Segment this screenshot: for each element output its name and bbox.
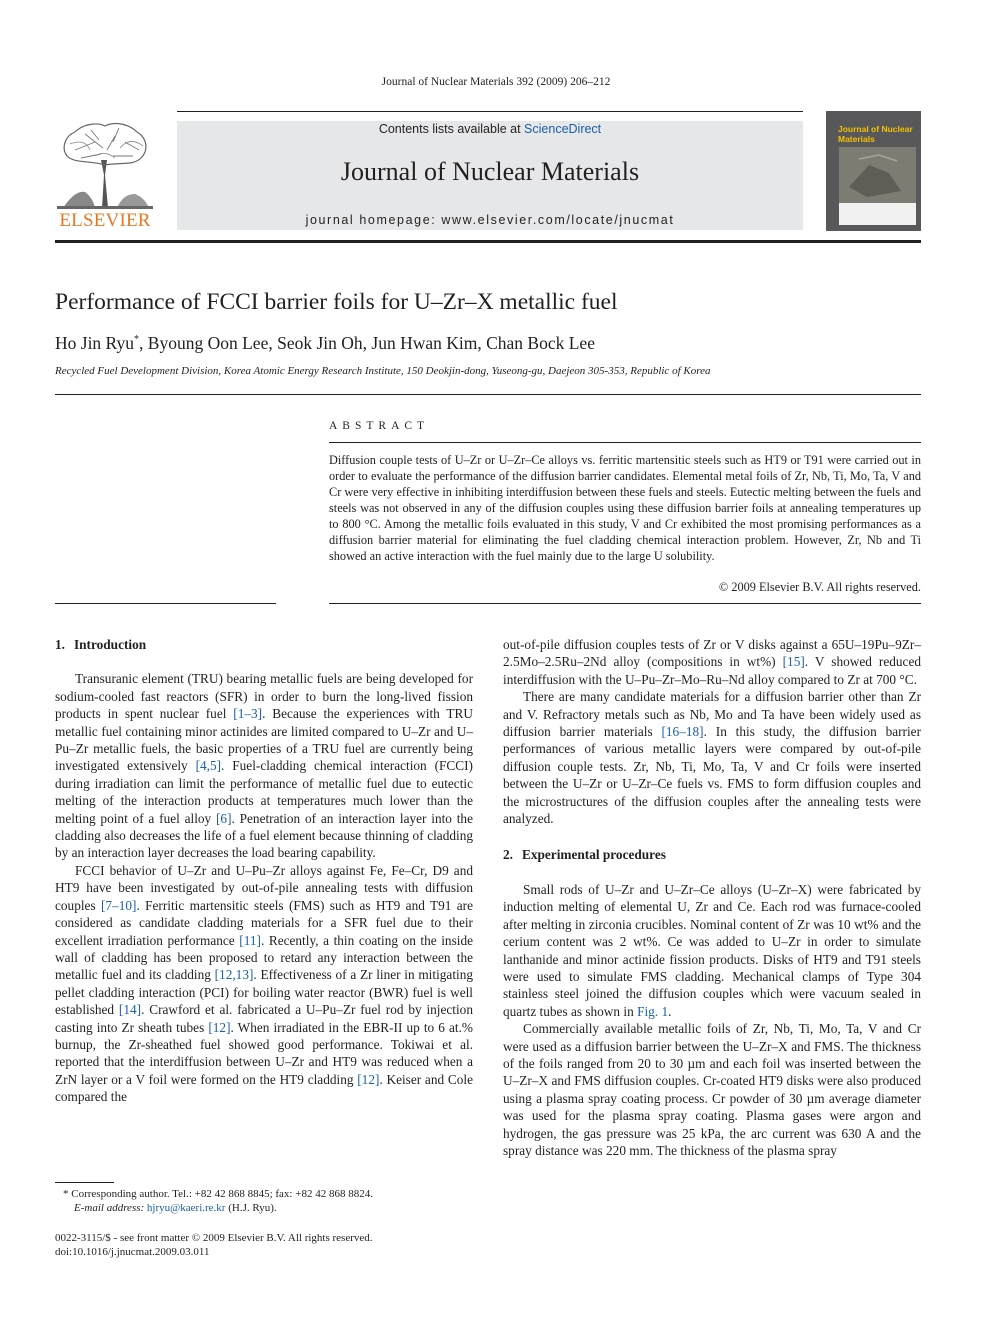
cover-micrograph-icon [839, 147, 916, 203]
abstract-heading: ABSTRACT [329, 420, 430, 432]
title-block-rule [55, 394, 921, 395]
abstract-right-rule [329, 603, 921, 604]
author-list [55, 333, 595, 354]
abstract-heading-rule [329, 442, 921, 443]
elsevier-logo [55, 120, 155, 232]
cover-title: Journal of Nuclear Materials [838, 124, 913, 144]
email-footnote [74, 1201, 494, 1215]
front-matter-line: 0022-3115/$ - see front matter © 2009 Elsevier B.V. All rights reserved. [55, 1232, 373, 1244]
abstract-text: Diffusion couple tests of U–Zr or U–Zr–Ce alloys vs. ferritic martensitic steels such as HT9 or T91 were carried out in order to evaluate the performance of the diffusion barrier candidates. Elemental metal foils of Zr, Nb, Ti, Mo, Ta, V and Cr were very effective in inhibiting interdiffusion between these fuels and steels. Eutectic melting between the fuels and steels was not observed in any of the diffusion couples using these diffusion barrier foils at annealing temperatures up to 800 °C. Among the metallic foils evaluated in this study, V and Cr exhibited the most promising performances as a diffusion barrier material for eliminating the fuel cladding chemical interaction problem. However, Zr, Nb and Ti showed an active interaction with the fuel mainly due to the large U solubility. [329, 453, 921, 563]
journal-header-band [177, 121, 803, 230]
author-first: Ho Jin Ryu [55, 333, 135, 353]
journal-homepage[interactable]: journal homepage: www.elsevier.com/locate/jnucmat [305, 213, 675, 227]
figure-link[interactable]: Fig. 1 [637, 1003, 669, 1019]
elsevier-wordmark: ELSEVIER [59, 210, 151, 231]
paragraph: out-of-pile diffusion couples tests of Zr or V disks against a 65U–19Pu–9Zr–2.5Mo–2.5Ru–2Nd alloy (compositions in wt%) [15]. V showed reduced interdiffusion with the U–Pu–Zr–Mo–Ru–Nd alloy compared to Zr at 700 °C. [503, 637, 921, 687]
reference-link[interactable]: [12,13] [214, 967, 254, 983]
contents-prefix: Contents lists available at [378, 122, 525, 136]
reference-link[interactable]: [6] [216, 810, 232, 826]
header-bottom-rule [55, 240, 921, 243]
author-rest: , Byoung Oon Lee, Seok Jin Oh, Jun Hwan Kim, Chan Bock Lee [139, 333, 595, 353]
paragraph: Transuranic element (TRU) bearing metallic fuels are being developed for sodium-cooled fast reactors (SFR) in order to burn the long-lived fission products in spent nuclear fuel [1–3]. Because the experiences with TRU metallic fuel containing minor actinides are limited compared to U–Zr and U–Pu–Zr metallic fuels, the basic properties of a TRU fuel are currently being investigated extensively [4,5]. Fuel-cladding chemical interaction (FCCI) during irradiation can limit the performance of metallic fuel due to eutectic melting of the interaction products at temperatures much lower than the melting point of a fuel alloy [6]. Penetration of an interaction layer into the cladding also decreases the life of a fuel element because thinning of cladding by an interaction layer decreases the load bearing capability. [55, 671, 474, 861]
right-column [503, 636, 921, 1159]
corresponding-author-mark[interactable]: * [134, 334, 140, 346]
reference-link[interactable]: [4,5] [195, 758, 222, 774]
left-column [55, 636, 473, 1106]
header-top-rule [177, 111, 803, 112]
corresponding-author-footnote [63, 1187, 483, 1201]
paragraph: Commercially available metallic foils of Zr, Nb, Ti, Mo, Ta, V and Cr were used as a diffusion barrier between the U–Zr–X and FMS. The thickness of the foils ranged from 20 to 30 µm and each foil was inserted between the U–Zr–X and FMS diffusion couples. Cr-coated HT9 disks were also produced using a plasma spray coating process. Cr powder of 30 µm average diameter was used for the plasma spray coating. Plasma gases were argon and hydrogen, the gas pressure was 25 kPa, the arc current was 630 A and the spray distance was 220 mm. The thickness of the plasma spray [503, 1021, 921, 1158]
section-number: 1. [55, 637, 65, 652]
email-link[interactable]: hjryu@kaeri.re.kr [146, 1202, 226, 1214]
section-heading-experimental [503, 846, 921, 863]
journal-cover-thumbnail [826, 111, 921, 231]
reference-link[interactable]: [15] [782, 654, 805, 670]
email-label: E-mail address: [74, 1202, 145, 1214]
abstract-left-rule [55, 603, 276, 604]
reference-link[interactable]: [14] [118, 1002, 142, 1018]
reference-link[interactable]: [12] [357, 1071, 380, 1087]
journal-citation: Journal of Nuclear Materials 392 (2009) 206–212 [381, 76, 611, 88]
reference-link[interactable]: [12] [208, 1019, 231, 1035]
reference-link[interactable]: [7–10] [100, 897, 137, 913]
reference-link[interactable]: [11] [239, 932, 261, 948]
section-number: 2. [503, 847, 513, 863]
contents-line [177, 122, 803, 136]
footnote-mark: * [63, 1188, 69, 1200]
corresponding-author-text: Corresponding author. Tel.: +82 42 868 8845; fax: +82 42 868 8824. [71, 1188, 373, 1200]
cover-footer [839, 203, 916, 225]
cover-image [839, 147, 916, 203]
paragraph: Small rods of U–Zr and U–Zr–Ce alloys (U–Zr–X) were fabricated by induction melting of elemental U, Zr and Ce. Each rod was furnace-cooled after melting in zirconia crucibles. Nominal content of Zr was 10 wt% and the cerium content was 2 wt%. Ce was added to U–Zr in order to simulate lanthanide and minor actinide fission products. Disks of HT9 and T91 steels were used to simulate FMS cladding. Mechanical clamps of Type 304 stainless steel joined the diffusion couples which were vacuum sealed in quartz tubes as shown in Fig. 1. [503, 881, 921, 1019]
email-owner: (H.J. Ryu). [228, 1202, 277, 1214]
section-heading-introduction [55, 636, 473, 653]
paragraph: FCCI behavior of U–Zr and U–Pu–Zr alloys against Fe, Fe–Cr, D9 and HT9 have been investigated by out-of-pile annealing tests with diffusion couples [7–10]. Ferritic martensitic steels (FMS) such as HT9 and T91 are considered as candidate cladding materials for a SFR fuel due to their excellent irradiation performance [11]. Recently, a thin coating on the inside wall of cladding has been proposed to retard any interaction between the metallic fuel and its cladding [12,13]. Effectiveness of a Zr liner in mitigating pellet cladding interaction (PCI) for boiling water reactor (BWR) fuel is well established [14]. Crawford et al. fabricated a U–Pu–Zr fuel rod by injection casting into Zr sheath tubes [12]. When irradiated in the EBR-II up to 6 at.% burnup, the Zr-sheathed fuel showed good performance. Tokiwai et al. reported that the interdiffusion between U–Zr and HT9 was reduced when a ZrN layer or a V foil were formed on the HT9 cladding [12]. Keiser and Cole compared the [55, 862, 474, 1105]
sciencedirect-link[interactable]: ScienceDirect [524, 122, 602, 136]
journal-name: Journal of Nuclear Materials [340, 157, 640, 186]
section-title: Introduction [73, 637, 147, 652]
article-title: Performance of FCCI barrier foils for U–Zr–X metallic fuel [55, 289, 618, 315]
reference-link[interactable]: [1–3] [233, 706, 263, 722]
footnote-rule [55, 1182, 114, 1183]
section-title: Experimental procedures [521, 847, 666, 863]
paragraph: There are many candidate materials for a diffusion barrier other than Zr and V. Refractory metals such as Nb, Mo and Ta have been widely used as diffusion barrier materials [16–18]. In this study, the diffusion barrier performances of various metallic layers were compared by out-of-pile diffusion couple tests. Zr, Nb, Ti, Mo, Ta, V and Cr foils were inserted between the U–Zr or U–Zr–Ce fuels vs. FMS to form diffusion couples and the microstructures of the diffusion couples after the annealing tests were analyzed. [503, 689, 921, 827]
abstract-copyright: © 2009 Elsevier B.V. All rights reserved. [718, 580, 921, 594]
doi-line: doi:10.1016/j.jnucmat.2009.03.011 [55, 1246, 210, 1258]
elsevier-tree-icon [55, 120, 155, 210]
author-affiliation: Recycled Fuel Development Division, Korea Atomic Energy Research Institute, 150 Deokjin-dong, Yuseong-gu, Daejeon 305-353, Republic of Korea [55, 365, 711, 377]
reference-link[interactable]: [16–18] [661, 724, 704, 740]
